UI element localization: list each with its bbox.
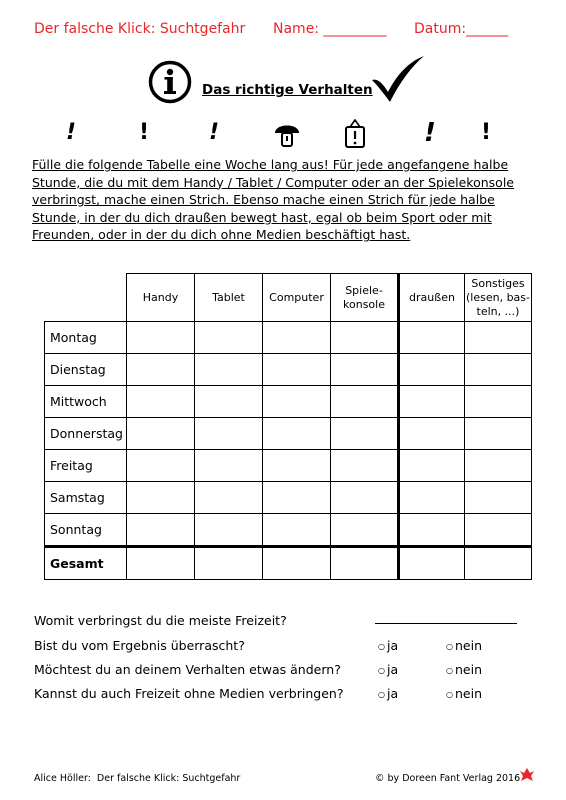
total-cell[interactable] xyxy=(465,547,532,580)
footer-copyright: © by Doreen Fant Verlag 2016 xyxy=(375,773,521,784)
tally-cell[interactable] xyxy=(331,514,399,547)
lamp-icon xyxy=(342,119,368,149)
tally-cell[interactable] xyxy=(399,450,465,482)
option-label: nein xyxy=(454,638,482,653)
date-field-label: Datum:______ xyxy=(414,21,509,37)
table-row xyxy=(45,386,532,418)
tally-cell[interactable] xyxy=(465,482,532,514)
checkmark-icon xyxy=(370,54,426,104)
table-row xyxy=(45,418,532,450)
radio-circle-icon: ○ xyxy=(378,642,385,651)
question-change-behavior: Möchtest du an deinem Verhalten etwas ändern? xyxy=(34,662,341,677)
tally-cell[interactable] xyxy=(465,450,532,482)
tally-cell[interactable] xyxy=(263,450,331,482)
tally-cell[interactable] xyxy=(399,354,465,386)
tally-cell[interactable] xyxy=(331,386,399,418)
answer-line[interactable] xyxy=(375,623,517,624)
total-label: Gesamt xyxy=(45,547,127,580)
tally-cell[interactable] xyxy=(127,354,195,386)
tally-cell[interactable] xyxy=(331,418,399,450)
table-corner-cell xyxy=(45,274,127,322)
radio-circle-icon: ○ xyxy=(378,690,385,699)
tally-cell[interactable] xyxy=(399,514,465,547)
exclamation-icon: ! xyxy=(139,120,150,145)
question-most-free-time: Womit verbringst du die meiste Freizeit? xyxy=(34,613,287,628)
total-cell[interactable] xyxy=(127,547,195,580)
tally-cell[interactable] xyxy=(465,418,532,450)
total-cell[interactable] xyxy=(263,547,331,580)
option-ja[interactable] xyxy=(378,638,398,653)
option-ja[interactable] xyxy=(378,686,398,701)
tally-cell[interactable] xyxy=(399,482,465,514)
publisher-logo-icon xyxy=(519,767,535,783)
tally-cell[interactable] xyxy=(127,418,195,450)
tally-cell[interactable] xyxy=(127,514,195,547)
decorative-symbol-row xyxy=(0,118,566,152)
option-label: nein xyxy=(454,686,482,701)
option-nein[interactable] xyxy=(446,686,482,701)
tally-cell[interactable] xyxy=(127,482,195,514)
tally-cell[interactable] xyxy=(465,514,532,547)
row-label: Dienstag xyxy=(45,354,127,386)
tally-cell[interactable] xyxy=(263,418,331,450)
mushroom-icon xyxy=(274,120,300,148)
total-cell[interactable] xyxy=(195,547,263,580)
worksheet-topic: Der falsche Klick: Suchtgefahr xyxy=(34,21,246,37)
option-label: ja xyxy=(386,686,399,701)
tally-cell[interactable] xyxy=(263,322,331,354)
footer-author: Alice Höller: Der falsche Klick: Suchtgefahr xyxy=(34,773,241,784)
tally-cell[interactable] xyxy=(465,386,532,418)
radio-circle-icon: ○ xyxy=(446,642,453,651)
radio-circle-icon: ○ xyxy=(446,690,453,699)
row-label: Montag xyxy=(45,322,127,354)
question-surprised: Bist du vom Ergebnis überrascht? xyxy=(34,638,245,653)
column-header: Computer xyxy=(263,274,331,322)
tally-cell[interactable] xyxy=(465,354,532,386)
weekly-media-table xyxy=(44,273,532,580)
row-label: Freitag xyxy=(45,450,127,482)
section-title-block xyxy=(148,60,428,110)
question-free-time-without-media: Kannst du auch Freizeit ohne Medien verbringen? xyxy=(34,686,344,701)
total-cell[interactable] xyxy=(331,547,399,580)
radio-circle-icon: ○ xyxy=(446,666,453,675)
column-header: draußen xyxy=(399,274,465,322)
row-label: Sonntag xyxy=(45,514,127,547)
tally-cell[interactable] xyxy=(195,482,263,514)
table-row xyxy=(45,514,532,547)
name-field-label: Name: _________ xyxy=(273,21,387,37)
option-ja[interactable] xyxy=(378,662,398,677)
table-row xyxy=(45,354,532,386)
tally-cell[interactable] xyxy=(195,514,263,547)
tally-cell[interactable] xyxy=(331,354,399,386)
exclamation-icon: ! xyxy=(424,118,436,148)
tally-cell[interactable] xyxy=(127,386,195,418)
tally-cell[interactable] xyxy=(331,482,399,514)
tally-cell[interactable] xyxy=(263,386,331,418)
row-label: Mittwoch xyxy=(45,386,127,418)
exclamation-icon: ! xyxy=(481,120,492,145)
column-header: Spiele- konsole xyxy=(331,274,399,322)
tally-cell[interactable] xyxy=(195,418,263,450)
row-label: Samstag xyxy=(45,482,127,514)
tally-cell[interactable] xyxy=(399,322,465,354)
row-label: Donnerstag xyxy=(45,418,127,450)
tally-cell[interactable] xyxy=(399,418,465,450)
tally-cell[interactable] xyxy=(195,386,263,418)
info-circle-icon xyxy=(148,60,192,104)
table-row xyxy=(45,450,532,482)
tally-cell[interactable] xyxy=(465,322,532,354)
tally-cell[interactable] xyxy=(127,322,195,354)
tally-cell[interactable] xyxy=(127,450,195,482)
option-nein[interactable] xyxy=(446,662,482,677)
tally-cell[interactable] xyxy=(263,354,331,386)
tally-cell[interactable] xyxy=(195,354,263,386)
table-row xyxy=(45,322,532,354)
instructions-text: Fülle die folgende Tabelle eine Woche lang aus! Für jede angefangene halbe Stunde, die du mit dem Handy / Tablet / Computer oder an der Spielekonsole verbringst, mache einen Strich. Ebenso mache einen Strich für jede halbe Stunde, in der du dich draußen bewegt hast, egal ob beim Sport oder mit Freunden, oder in der du dich ohne Medien beschäftigt hast. xyxy=(32,157,514,243)
tally-cell[interactable] xyxy=(263,482,331,514)
option-label: ja xyxy=(386,638,399,653)
option-nein[interactable] xyxy=(446,638,482,653)
tally-cell[interactable] xyxy=(195,322,263,354)
tally-cell[interactable] xyxy=(195,450,263,482)
radio-circle-icon: ○ xyxy=(378,666,385,675)
tally-cell[interactable] xyxy=(263,514,331,547)
total-row xyxy=(45,547,532,580)
table-header-row xyxy=(45,274,532,322)
option-label: nein xyxy=(454,662,482,677)
exclamation-icon: ! xyxy=(66,120,77,145)
column-header: Handy xyxy=(127,274,195,322)
column-header: Sonstiges (lesen, bas- teln, ...) xyxy=(465,274,532,322)
section-title: Das richtige Verhalten xyxy=(202,82,373,98)
column-header: Tablet xyxy=(195,274,263,322)
total-cell[interactable] xyxy=(399,547,465,580)
table-row xyxy=(45,482,532,514)
exclamation-icon: ! xyxy=(209,120,220,145)
option-label: ja xyxy=(386,662,399,677)
tally-cell[interactable] xyxy=(399,386,465,418)
tally-cell[interactable] xyxy=(331,322,399,354)
tally-cell[interactable] xyxy=(331,450,399,482)
